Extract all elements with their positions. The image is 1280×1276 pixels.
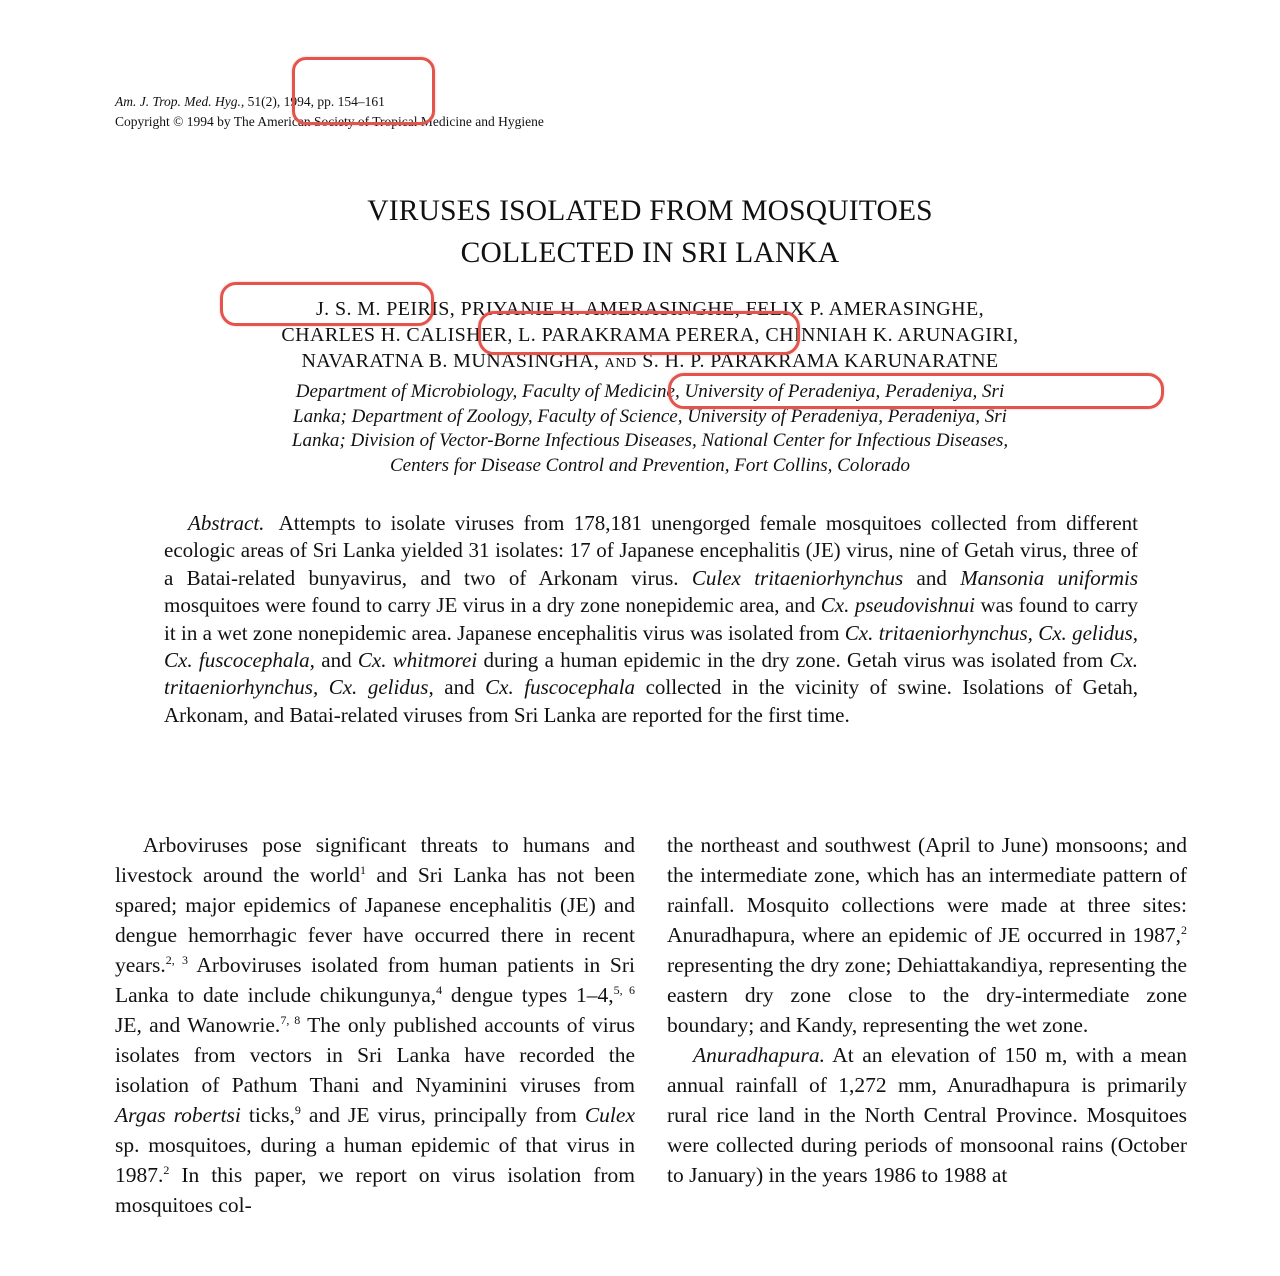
abstract-text: was found to carry it in a wet zone nonepidemic area. Japanese encephalitis virus was isolated from [164,593,1139,645]
abstract [164,510,1138,729]
body-text: ticks, [248,1103,295,1127]
reference-number: 7, 8 [280,1012,301,1027]
anuradhapura-paragraph [667,1040,1187,1190]
journal-name: Am. J. Trop. Med. Hyg., [115,94,245,109]
citation-header [115,92,544,132]
title-line-2: COLLECTED IN SRI LANKA [460,237,840,269]
affiliation-line-2: Lanka; Department of Zoology, Faculty of Science, University of Peradeniya, Peradeniya, Sri [293,405,1007,427]
body-column-left [115,830,635,1220]
abstract-text: Attempts to isolate viruses from 178,181 unengorged female mosquitoes collected from different ecologic areas of Sri Lanka yielded 31 isolates: 17 of Japanese encephalitis (JE) virus, nine of Getah virus, three of a Batai-related bunyavirus, and two of Arkonam virus. [164,511,1138,590]
paper-title [200,190,1100,274]
author-line-2: CHARLES H. CALISHER, L. PARAKRAMA PERERA, CHINNIAH K. ARUNAGIRI, [281,324,1019,346]
abstract-text: and [916,565,947,590]
species-name: Mansonia uniformis [960,565,1139,590]
body-text: the northeast and southwest (April to June) monsoons; and the intermediate zone, which has an intermediate pattern of rainfall. Mosquito collections were made at three sites: Anuradhapura, where an epidemic of JE occurred in 1987, [667,833,1187,947]
sites-paragraph [667,830,1187,1040]
species-name: Cx. tritaeniorhynchus, Cx. gelidus, [164,648,1139,700]
species-name: Cx. tritaeniorhynchus, Cx. gelidus, Cx. fuscocephala, [164,620,1138,673]
volume-pages: 51(2), 1994, pp. 154–161 [247,94,385,109]
body-text: sp. mosquitoes, during a human epidemic of that virus in 1987. [115,1133,635,1187]
author-and: AND [604,356,637,371]
body-text: representing the dry zone; Dehiattakandiya, representing the eastern dry zone close to the dry-intermediate zone boundary; and Kandy, representing the wet zone. [667,953,1187,1037]
body-text: Arboviruses isolated from human patients in Sri Lanka to date include chikungunya, [115,953,635,1007]
reference-number: 1 [359,862,366,877]
reference-number: 9 [294,1102,301,1117]
body-text: Arboviruses pose significant threats to humans and livestock around the world [115,833,635,887]
abstract-text: and [321,648,352,673]
intro-paragraph [115,830,635,1220]
species-name: Argas robertsi [115,1103,241,1127]
section-run-in-head: Anuradhapura. [693,1043,825,1067]
reference-number: 4 [436,982,443,997]
species-name: Culex tritaeniorhynchus [691,565,904,590]
author-line-3 [150,348,1150,377]
author-line-3-a: NAVARATNA B. MUNASINGHA, [301,350,600,372]
affiliation-line-1: Department of Microbiology, Faculty of Medicine, University of Peradeniya, Peradeniya, Sri [295,381,1005,402]
species-name: Cx. whitmorei [357,648,478,673]
author-line-3-b: S. H. P. PARAKRAMA KARUNARATNE [642,350,999,372]
body-column-right [667,830,1187,1190]
abstract-text: and [444,675,475,700]
body-text: and JE virus, principally from [308,1103,577,1127]
abstract-text: during a human epidemic in the dry zone. Getah virus was isolated from [483,648,1104,673]
body-text: At an elevation of 150 m, with a mean annual rainfall of 1,272 mm, Anuradhapura is primarily rural rice land in the North Central Province. Mosquitoes were collected during periods of monsoonal rains (October to January) in the years 1986 to 1988 at [667,1043,1187,1187]
species-name: Cx. fuscocephala [485,675,636,700]
citation-line [115,92,544,112]
abstract-label: Abstract. [188,511,265,535]
reference-number: 5, 6 [613,982,636,997]
title-line-1: VIRUSES ISOLATED FROM MOSQUITOES [367,195,933,227]
copyright-line: Copyright © 1994 by The American Society of Tropical Medicine and Hygiene [115,114,544,129]
body-text: JE, and Wanowrie. [115,1013,281,1037]
author-line-1: J. S. M. PEIRIS, PRIYANIE H. AMERASINGHE, FELIX P. AMERASINGHE, [315,298,985,320]
reference-number: 2, 3 [165,952,188,967]
species-name: Culex [584,1103,635,1127]
affiliations [150,380,1150,478]
reference-number: 2 [163,1162,170,1177]
abstract-text: mosquitoes were found to carry JE virus in a dry zone nonepidemic area, and [164,593,816,618]
body-text: dengue types 1–4, [450,983,614,1007]
affiliation-line-3: Lanka; Division of Vector-Borne Infectious Diseases, National Center for Infectious Diseases, [291,430,1009,451]
abstract-text: collected in the vicinity of swine. Isolations of Getah, Arkonam, and Batai-related viruses from Sri Lanka are reported for the first time. [164,675,1139,727]
species-name: Cx. pseudovishnui [820,593,975,618]
body-text: The only published accounts of virus isolates from vectors in Sri Lanka have recorded the isolation of Pathum Thani and Nyaminini viruses from [115,1013,635,1097]
body-text: In this paper, we report on virus isolation from mosquitoes col- [115,1163,636,1217]
reference-number: 2 [1181,922,1187,937]
author-list [150,296,1150,377]
body-text: and Sri Lanka has not been spared; major epidemics of Japanese encephalitis (JE) and dengue hemorrhagic fever have occurred there in recent years. [115,863,635,977]
affiliation-line-4: Centers for Disease Control and Prevention, Fort Collins, Colorado [389,454,911,476]
